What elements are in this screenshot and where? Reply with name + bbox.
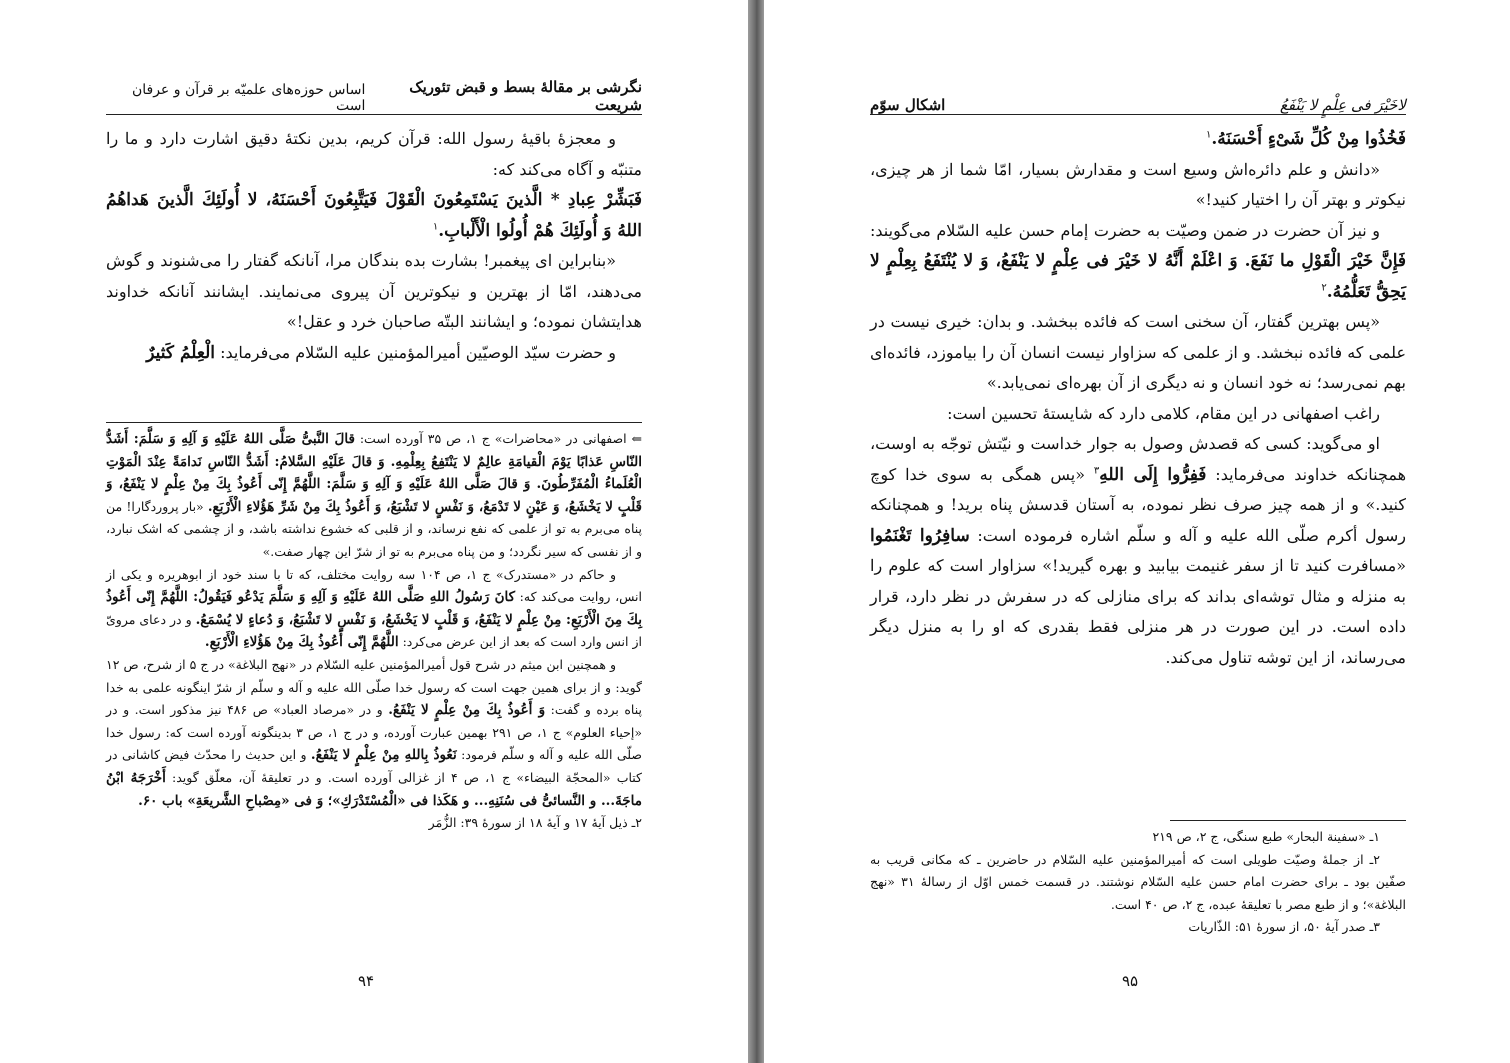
footnote: ۳ـ صدر آیهٔ ۵۰، از سورهٔ ۵۱: الذّاریات [1188,919,1380,935]
quran-verse [106,185,642,246]
footnote-text: و در دعای مرویّ از انس وارد است که بعد از این عرض می‌کرد: [106,611,642,650]
footnote-text: ⇐ اصفهانی در «محاضرات» ج ۱، ص ۳۵ آورده است: [359,431,642,446]
right-header-section-title: لاخَیْرَ فی عِلْمٍ لا یَنْفَعُ [1279,96,1406,114]
arabic-quote: الْعِلْمُ کَثیرٌ [146,342,215,363]
page-number: ۹۴ [358,972,375,990]
quran-verse [870,124,1406,155]
right-page [764,0,1510,1063]
book-spine [748,0,764,1063]
arabic-quote: نَعُوذُ بِاللهِ مِنْ عِلْمٍ لا یَنْفَعُ. [310,747,457,764]
footnote-text: و در «مرصاد العباد» ص ۴۸۶ نیز مذکور است. و در «إحیاء العلوم» ج ۱، ص ۲۹۱ بهمین عبارت آورده، و در ج ۱، ص ۳ بدینگونه آورده است که: رسول خدا صلّی الله علیه و آله و سلّم فرمود: [106,702,643,763]
right-header-chapter-title: اشکال سوّم [870,96,946,114]
footnote [106,564,642,654]
footnote-text: «بار پروردگارا! من پناه می‌برم به تو از علمی که نفع نرساند، و از قلبی که خشوع نداشته باشد، و از چشمی که اشک نبارد، و از نفسی که سیر نگردد؛ و من پناه می‌برم به تو از شرّ این چهار صفت.» [106,498,642,559]
paragraph [106,338,642,369]
arabic-quote: قالَ النَّبیُّ صَلَّی اللهُ عَلَیْهِ وَ آلِهِ وَ سَلَّمَ: أَشَدُّ النّاسِ عَذابًا یَوْمَ الْقیامَةِ عالِمٌ لا یَنْتَفِعُ بِعِلْمِهِ. وَ قالَ عَلَیْهِ السَّلامُ: أَشَدُّ النّاسِ نَدامَةً عِنْدَ الْمَوْتِ الْعُلَماءُ الْمُفَرِّطُونَ. وَ قالَ صَلَّی اللهُ عَلَیْهِ وَ آلِهِ وَ سَلَّمَ: اللَّهُمَّ إِنّی أَعُوذُ بِكَ مِنْ عِلْمٍ لا یَنْفَعُ، وَ قَلْبٍ لا یَخْشَعُ، وَ عَیْنٍ لا تَدْمَعُ، وَ نَفْسٍ لا تَشْبَعُ، وَ أَعُوذُ بِكَ مِنْ شَرِّ هَؤُلاءِ الْأَرْبَعِ. [106,431,642,515]
arabic-quote: وَ أَعُوذُ بِكَ مِنْ عِلْمٍ لا یَنْفَعُ. [388,702,546,719]
right-page-body [870,124,1406,673]
arabic-quote: کانَ رَسُولُ اللهِ صَلَّی اللهُ عَلَیْهِ وَ آلِهِ وَ سَلَّمَ یَدْعُو فَیَقُولُ: اللَّهُمَّ إِنّی أَعُوذُ بِكَ مِنَ الْأَرْبَعِ: مِنْ عِلْمٍ لا یَنْفَعُ، وَ قَلْبٍ لا یَخْشَعُ، وَ نَفْسٍ لا تَشْبَعُ، وَ دُعاءٍ لا یُسْمَعُ. [106,589,642,628]
paragraph-text: و نیز آن حضرت در ضمن وصیّت به حضرت إمام حسن علیه السّلام می‌گویند: [870,220,1380,240]
right-footnotes [870,826,1406,939]
left-footnotes [106,428,642,835]
paragraph: راغب اصفهانی در این مقام، کلامی دارد که شایستهٔ تحسین است: [947,403,1380,423]
paragraph [870,429,1406,673]
footnote-ref: ۱ [1206,129,1212,141]
left-header-chapter-title: اساس حوزه‌های علمیّه بر قرآن و عرفان است [131,82,366,114]
arabic-quote: فَخُذُوا مِنْ کُلِّ شَیْءٍ أَحْسَنَهُ. [1211,129,1406,149]
page-number: ۹۵ [1122,972,1139,990]
left-page [0,0,748,1063]
footnote-text: و همچنین ابن میثم در شرح قول أمیرالمؤمنین علیه السّلام در «نهج البلاغة» در ج ۵ از شرح، ص ۱۲ گوید: و از برای همین جهت است که رسول خدا صلّی الله علیه و آله و سلّم از شرّ اینگونه علمی به خدا پناه برده و گفت: [106,656,642,718]
arabic-quote: فَإِنَّ خَیْرَ الْقَوْلِ ما نَفَعَ. وَ اعْلَمْ أَنَّهُ لا خَیْرَ فی عِلْمٍ لا یَنْفَعُ، وَ لا یُنْتَفَعُ بِعِلْمٍ لا یَحِقُّ تَعَلُّمُهُ. [870,251,1406,302]
paragraph [870,216,1406,308]
paragraph-text: «پس همگی به سوی خدا کوچ کنید.» و از همه چیز صرف نظر نموده، به آستان قدسش پناه برید! و همچنانکه رسول أکرم صلّی الله علیه و آله و سلّم اشاره فرموده است: [870,464,1406,545]
footnote [106,428,642,564]
footnote-divider [1170,820,1406,821]
left-page-body [106,124,642,368]
footnote: ۱ـ «سفینة البحار» طبع سنگی، ج ۲، ص ۲۱۹ [1152,829,1380,844]
arabic-quote: أَخْرَجَهُ ابْنُ ماجَةَ... و النَّسائیُّ فی سُنَنِهِ... و هَکَذا فی «الْمُسْتَدْرَكِ»؛ وَ فی «مِصْباحِ الشَّریعَةِ» باب ۶۰. [106,769,642,809]
paragraph: و معجزهٔ باقیهٔ رسول الله: قرآن کریم، بدین نکتهٔ دقیق اشارت دارد و ما را متنبّه و آگاه می‌کند که: [106,129,642,179]
paragraph: «دانش و علم دائره‌اش وسیع است و مقدارش بسیار، امّا شما از هر چیزی، نیکوتر و بهتر آن را اختیار کنید!» [870,159,1406,209]
arabic-quote: فَفِرُّوا إِلَی اللهِ [1099,464,1207,485]
footnote-divider [106,422,642,423]
left-page-header [106,78,642,115]
paragraph-text: او می‌گوید: کسی که قصدش وصول به جوار خداست و نیّتش توجّه به اوست، همچنانکه خداوند می‌فرماید: [870,434,1406,484]
right-page-header [870,88,1406,115]
paragraph: «پس بهترین گفتار، آن سخنی است که فائده ببخشد. و بدان: خیری نیست در علمی که فائده نبخشد. و از علمی که سزاوار نیست انسان آن را بیاموزد، فائده‌ای بهم نمی‌رسد؛ نه خود انسان و نه دیگری از آن بهره‌ای نمی‌یابد.» [870,312,1406,392]
arabic-quote: سافِرُوا تَغْنَمُوا [870,525,970,546]
paragraph-text: «مسافرت کنید تا از سفر غنیمت بیابید و بهره گیرید!» سزاوار است که علوم را به منزله و مثال توشه‌ای بداند که برای منازلی که در سفرش در نظر دارد، قرار داده است. در این صورت در هر منزلی فقط بقدری که او را به منزل دیگر می‌رساند، از این توشه تناول می‌کند. [870,556,1407,667]
paragraph: «بنابراین ای پیغمبر! بشارت بده بندگان مرا، آنانکه گفتار را می‌شنوند و گوش می‌دهند، امّا از بهترین و نیکوترین آن پیروی می‌نمایند. ایشانند آنانکه خداوند هدایتشان نموده؛ و ایشانند البتّه صاحبان خرد و عقل!» [106,251,642,331]
footnote-ref: ۲ [1321,282,1327,294]
footnote-ref: ۱ [432,221,439,233]
paragraph-text: و حضرت سیّد الوصیّین أمیرالمؤمنین علیه السّلام می‌فرماید: [220,342,616,362]
footnote-ref: ۳ [1093,465,1100,477]
arabic-quote: اللَّهُمَّ إِنّی أَعُوذُ بِكَ مِنْ هَؤُلاءِ الْأَرْبَعِ. [204,634,399,651]
footnote: ۲ـ ذیل آیهٔ ۱۷ و آیهٔ ۱۸ از سورهٔ ۳۹: الزُّمَر [428,815,642,831]
arabic-quote: فَبَشِّرْ عِبادِ * الَّذینَ یَسْتَمِعُونَ الْقَوْلَ فَیَتَّبِعُونَ أَحْسَنَهُ، لا أُولَئِكَ الَّذینَ هَداهُمُ اللهُ وَ أُولَئِكَ هُمْ أُولُوا الْأَلْبابِ. [106,190,642,241]
footnote [106,654,642,812]
footnote-text: و این حدیث را محدّث فیض کاشانی در کتاب «المحجّة البیضاء» ج ۱، ص ۴ از غزالی آورده است. و در تعلیقهٔ آن، معلّق گوید: [106,747,643,785]
footnote-text: و حاکم در «مستدرک» ج ۱، ص ۱۰۴ سه روایت مختلف، که تا با سند خود از ابوهریره و یکی از انس، روایت می‌کند که: [106,566,642,605]
left-header-book-title: نگرشی بر مقالهٔ بسط و قبض تئوریک شریعت [409,78,642,114]
footnote: ۲ـ از جملهٔ وصیّت طویلی است که أمیرالمؤمنین علیه السّلام در حاضرین ـ که مکانی قریب به صفّین بود ـ برای حضرت امام حسن علیه السّلام نوشتند. در قسمت خمس اوّل از رسالهٔ ۳۱ «نهج البلاغة»؛ و از طبع مصر با تعلیقهٔ عبده، ج ۲، ص ۴۰ است. [870,851,1406,912]
